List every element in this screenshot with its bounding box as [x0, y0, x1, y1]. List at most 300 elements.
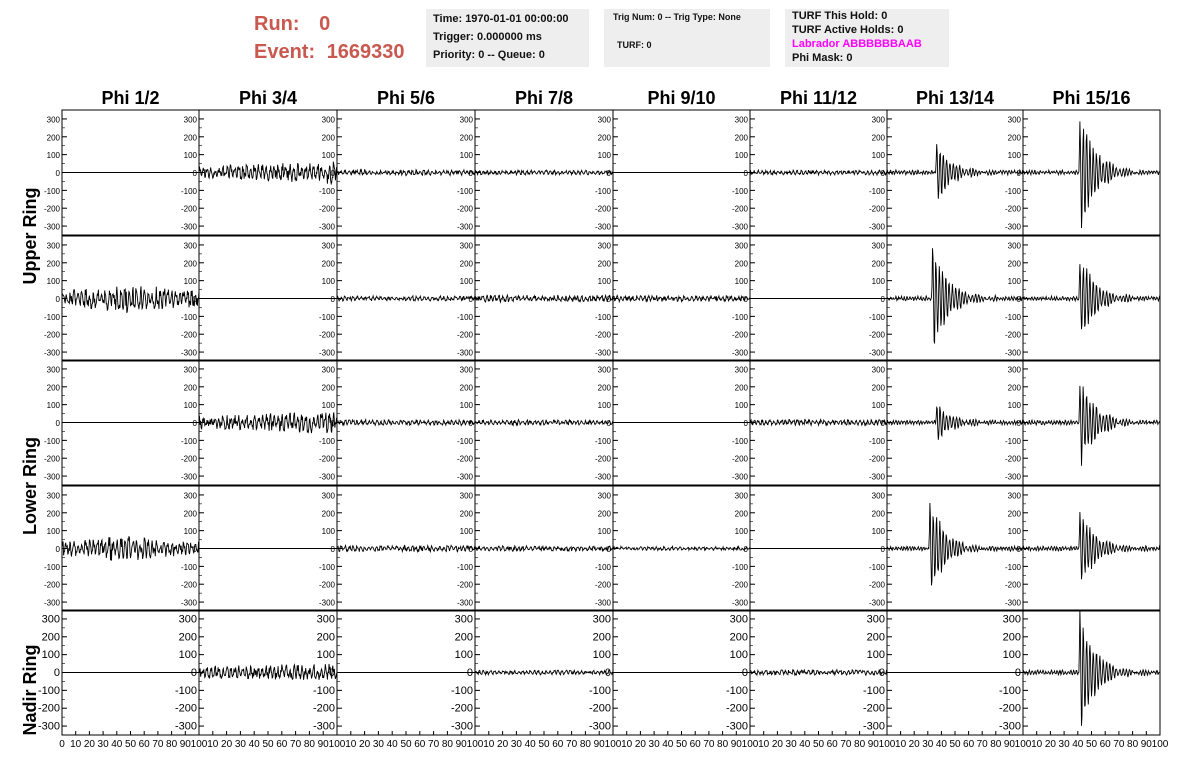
x-tick-label: 90 [317, 739, 329, 750]
y-tick-label: -200 [594, 204, 611, 214]
y-tick-label: 300 [46, 365, 60, 375]
waveform-panel [887, 110, 1023, 235]
y-tick-label: 200 [178, 631, 197, 644]
y-tick-label: 0 [604, 667, 611, 679]
y-tick-label: -300 [456, 472, 473, 482]
y-tick-label: 0 [606, 545, 611, 554]
x-tick-label: 100 [190, 739, 208, 750]
y-tick-label: -300 [43, 222, 60, 232]
y-tick-label: -100 [43, 186, 60, 196]
y-tick-label: 0 [880, 169, 885, 178]
waveform-panel [887, 486, 1023, 611]
waveform-line [887, 144, 1023, 199]
x-tick-label: 20 [221, 739, 233, 750]
y-tick-label: -200 [456, 330, 473, 340]
y-tick-label: 300 [734, 115, 748, 125]
y-tick-label: 0 [192, 545, 197, 554]
waveform-panel [199, 236, 337, 361]
y-tick-label: -300 [594, 222, 611, 232]
event-value: 1669330 [326, 41, 405, 63]
y-tick-label: 300 [1007, 491, 1021, 501]
y-tick-label: 0 [743, 169, 748, 178]
y-tick-label: 200 [592, 631, 611, 644]
y-tick-label: -200 [588, 702, 611, 715]
y-tick-label: 200 [459, 383, 473, 393]
y-tick-label: -100 [868, 436, 885, 446]
y-tick-label: 300 [46, 115, 60, 125]
y-tick-label: -300 [180, 472, 197, 482]
turf-active-holds-text: TURF Active Holds: 0 [792, 24, 904, 36]
x-tick-label: 80 [579, 739, 591, 750]
waveform-line [887, 248, 1023, 343]
y-tick-label: 300 [1002, 613, 1021, 626]
waveform-panel [750, 486, 887, 611]
waveform-line [62, 286, 199, 313]
y-tick-label: -200 [318, 580, 335, 590]
labrador-text: Labrador ABBBBBBAAB [792, 38, 922, 50]
y-tick-label: -100 [731, 436, 748, 446]
x-tick-label: 40 [111, 739, 123, 750]
y-tick-label: 0 [878, 667, 885, 679]
y-tick-label: -200 [1004, 204, 1021, 214]
y-tick-label: 300 [183, 115, 197, 125]
y-tick-label: 200 [321, 259, 335, 269]
x-tick-label: 10 [621, 739, 633, 750]
y-tick-label: 100 [871, 401, 885, 411]
y-tick-label: -100 [318, 436, 335, 446]
y-tick-label: 300 [597, 241, 611, 251]
y-tick-label: -100 [1004, 436, 1021, 446]
y-tick-label: 300 [459, 491, 473, 501]
y-tick-label: 100 [734, 277, 748, 287]
y-tick-label: -300 [862, 720, 885, 733]
waveform-panel [887, 610, 1023, 735]
x-tick-label: 20 [771, 739, 783, 750]
y-tick-label: 300 [454, 613, 473, 626]
y-tick-label: -100 [312, 684, 335, 697]
column-header: Phi 3/4 [238, 88, 298, 108]
waveform-line [199, 664, 337, 680]
y-tick-label: 100 [866, 649, 885, 662]
y-tick-label: 0 [55, 419, 60, 428]
waveform-panel [613, 110, 750, 235]
y-tick-label: 300 [459, 115, 473, 125]
y-tick-label: -100 [868, 562, 885, 572]
x-tick-label: 20 [908, 739, 920, 750]
y-tick-label: 200 [1002, 631, 1021, 644]
y-tick-label: 300 [316, 613, 335, 626]
y-tick-label: 200 [734, 133, 748, 143]
waveform-panel [62, 236, 199, 361]
y-tick-label: -200 [731, 330, 748, 340]
waveform-panel [62, 610, 199, 735]
y-tick-label: -300 [43, 472, 60, 482]
y-tick-label: -200 [43, 204, 60, 214]
x-tick-label: 100 [1014, 739, 1032, 750]
column-header: Phi 13/14 [915, 88, 995, 108]
waveform-line [337, 545, 475, 551]
y-tick-label: -100 [868, 186, 885, 196]
y-tick-label: -200 [37, 702, 60, 715]
priority-text: Priority: 0 -- Queue: 0 [433, 49, 545, 61]
y-tick-label: 100 [183, 151, 197, 161]
y-tick-label: -200 [998, 702, 1021, 715]
y-tick-label: 200 [46, 133, 60, 143]
y-tick-label: -100 [43, 562, 60, 572]
y-tick-label: -200 [868, 330, 885, 340]
waveform-line [750, 420, 887, 426]
waveform-panel [750, 236, 887, 361]
y-tick-label: 200 [316, 631, 335, 644]
y-tick-label: -200 [318, 204, 335, 214]
y-tick-label: -300 [456, 598, 473, 608]
x-tick-label: 30 [510, 739, 522, 750]
waveform-panel [1023, 610, 1160, 735]
waveform-panel [613, 360, 750, 485]
y-tick-label: 300 [459, 241, 473, 251]
x-tick-label: 100 [1151, 739, 1169, 750]
x-tick-label: 70 [703, 739, 715, 750]
y-tick-label: 300 [871, 365, 885, 375]
y-tick-label: 100 [1002, 649, 1021, 662]
row-label: Nadir Ring [20, 644, 40, 736]
x-tick-label: 40 [524, 739, 536, 750]
y-tick-label: 100 [46, 277, 60, 287]
y-tick-label: -100 [318, 186, 335, 196]
y-tick-label: -100 [1004, 186, 1021, 196]
y-tick-label: -100 [450, 684, 473, 697]
y-tick-label: 0 [880, 295, 885, 304]
y-tick-label: -100 [43, 436, 60, 446]
x-tick-label: 60 [414, 739, 426, 750]
x-tick-label: 70 [840, 739, 852, 750]
y-tick-label: -300 [318, 222, 335, 232]
y-tick-label: 300 [321, 241, 335, 251]
waveform-panel [613, 236, 750, 361]
y-tick-label: -100 [180, 312, 197, 322]
y-tick-label: -200 [594, 454, 611, 464]
waveform-line [475, 420, 613, 426]
y-tick-label: -200 [456, 580, 473, 590]
y-tick-label: 300 [871, 241, 885, 251]
y-tick-label: -300 [318, 598, 335, 608]
y-tick-label: 300 [178, 613, 197, 626]
y-tick-label: 300 [734, 365, 748, 375]
run-label: Run: [254, 13, 300, 35]
waveform-panel [199, 110, 337, 235]
y-tick-label: -100 [180, 186, 197, 196]
y-tick-label: -300 [998, 720, 1021, 733]
waveform-panel [475, 610, 613, 735]
x-tick-label: 80 [166, 739, 178, 750]
y-tick-label: -200 [594, 580, 611, 590]
y-tick-label: 300 [1007, 365, 1021, 375]
waveform-line [613, 547, 750, 551]
y-tick-label: -200 [318, 454, 335, 464]
y-tick-label: -100 [174, 684, 197, 697]
y-tick-label: 200 [459, 509, 473, 519]
y-tick-label: 300 [597, 115, 611, 125]
y-tick-label: 200 [1007, 133, 1021, 143]
y-tick-label: -300 [318, 472, 335, 482]
y-tick-label: -200 [43, 454, 60, 464]
y-tick-label: 200 [597, 133, 611, 143]
y-tick-label: -300 [43, 348, 60, 358]
x-tick-label: 40 [662, 739, 674, 750]
waveform-panel [613, 610, 750, 735]
y-tick-label: 0 [606, 295, 611, 304]
x-tick-label: 80 [717, 739, 729, 750]
x-tick-label: 10 [207, 739, 219, 750]
x-tick-label: 50 [400, 739, 412, 750]
x-tick-label: 50 [262, 739, 274, 750]
y-tick-label: 100 [597, 277, 611, 287]
waveform-panel [475, 486, 613, 611]
y-tick-label: 100 [1007, 151, 1021, 161]
phi-mask-text: Phi Mask: 0 [792, 52, 853, 64]
waveform-line [1023, 264, 1160, 329]
x-tick-label: 30 [648, 739, 660, 750]
y-tick-label: 0 [53, 667, 60, 679]
y-tick-label: 300 [183, 365, 197, 375]
y-tick-label: -200 [1004, 580, 1021, 590]
y-tick-label: 0 [1016, 545, 1021, 554]
x-tick-label: 10 [758, 739, 770, 750]
row-label: Upper Ring [20, 187, 40, 285]
y-tick-label: 200 [866, 631, 885, 644]
y-tick-label: -200 [180, 580, 197, 590]
y-tick-label: 200 [321, 383, 335, 393]
y-tick-label: 200 [597, 383, 611, 393]
waveform-panel [750, 610, 887, 735]
y-tick-label: -100 [731, 562, 748, 572]
y-tick-label: 0 [1016, 169, 1021, 178]
time-text: Time: 1970-01-01 00:00:00 [433, 13, 569, 25]
y-tick-label: 200 [46, 509, 60, 519]
y-tick-label: 100 [321, 277, 335, 287]
x-tick-label: 20 [83, 739, 95, 750]
y-tick-label: 300 [597, 491, 611, 501]
y-tick-label: -300 [594, 472, 611, 482]
y-tick-label: -200 [868, 580, 885, 590]
waveform-panel [62, 360, 199, 485]
x-tick-label: 10 [483, 739, 495, 750]
y-tick-label: -300 [180, 598, 197, 608]
y-tick-label: -100 [180, 562, 197, 572]
x-tick-label: 20 [634, 739, 646, 750]
y-tick-label: -300 [37, 720, 60, 733]
waveform-line [887, 503, 1023, 585]
y-tick-label: 0 [606, 169, 611, 178]
turf-text: TURF: 0 [617, 40, 652, 50]
waveform-panel [475, 236, 613, 361]
y-tick-label: 0 [468, 545, 473, 554]
y-tick-label: -300 [594, 598, 611, 608]
y-tick-label: -300 [731, 348, 748, 358]
y-tick-label: -200 [868, 204, 885, 214]
x-tick-label: 100 [604, 739, 622, 750]
y-tick-label: 200 [183, 259, 197, 269]
x-tick-label: 60 [826, 739, 838, 750]
x-tick-label: 70 [428, 739, 440, 750]
column-header: Phi 5/6 [376, 88, 436, 108]
y-tick-label: 200 [729, 631, 748, 644]
y-tick-label: -300 [1004, 348, 1021, 358]
y-tick-label: 100 [46, 401, 60, 411]
y-tick-label: -300 [868, 472, 885, 482]
y-tick-label: -200 [731, 580, 748, 590]
y-tick-label: 300 [729, 613, 748, 626]
y-tick-label: 200 [41, 631, 60, 644]
y-tick-label: -200 [456, 204, 473, 214]
x-tick-label: 0 [59, 739, 65, 750]
x-tick-label: 30 [234, 739, 246, 750]
y-tick-label: 0 [743, 545, 748, 554]
x-tick-label: 70 [290, 739, 302, 750]
y-tick-label: 100 [459, 527, 473, 537]
y-tick-label: -100 [731, 186, 748, 196]
y-tick-label: -100 [37, 684, 60, 697]
y-tick-label: 0 [192, 295, 197, 304]
x-tick-label: 50 [675, 739, 688, 750]
y-tick-label: -300 [868, 348, 885, 358]
y-tick-label: 100 [729, 649, 748, 662]
x-tick-label: 60 [552, 739, 564, 750]
waveform-panel [199, 360, 337, 485]
x-tick-label: 90 [1003, 739, 1015, 750]
y-tick-label: 0 [606, 419, 611, 428]
y-tick-label: -200 [180, 204, 197, 214]
y-tick-label: 300 [41, 613, 60, 626]
x-tick-label: 70 [566, 739, 578, 750]
turf-this-hold-text: TURF This Hold: 0 [792, 10, 888, 22]
y-tick-label: 0 [743, 295, 748, 304]
y-tick-label: 200 [321, 509, 335, 519]
y-tick-label: -200 [731, 454, 748, 464]
y-tick-label: 300 [1007, 115, 1021, 125]
y-tick-label: -200 [594, 330, 611, 340]
y-tick-label: 100 [316, 649, 335, 662]
waveform-panel [337, 610, 475, 735]
y-tick-label: -100 [862, 684, 885, 697]
y-tick-label: -300 [180, 348, 197, 358]
y-tick-label: 200 [597, 509, 611, 519]
waveform-line [1023, 121, 1160, 228]
y-tick-label: -300 [731, 222, 748, 232]
y-tick-label: 100 [1007, 277, 1021, 287]
x-tick-label: 40 [386, 739, 398, 750]
y-tick-label: 300 [866, 613, 885, 626]
y-tick-label: 200 [183, 133, 197, 143]
y-tick-label: 100 [321, 527, 335, 537]
y-tick-label: 200 [1007, 509, 1021, 519]
x-tick-label: 90 [455, 739, 467, 750]
x-tick-label: 10 [70, 739, 82, 750]
x-tick-label: 90 [179, 739, 191, 750]
waveform-panel [1023, 486, 1160, 611]
x-tick-label: 40 [1072, 739, 1084, 750]
y-tick-label: 100 [183, 277, 197, 287]
y-tick-label: -200 [862, 702, 885, 715]
x-tick-label: 30 [785, 739, 797, 750]
y-tick-label: 0 [468, 419, 473, 428]
waveform-panel [613, 486, 750, 611]
y-tick-label: 0 [330, 419, 335, 428]
x-tick-label: 60 [963, 739, 975, 750]
y-tick-label: 100 [321, 401, 335, 411]
y-tick-label: -100 [731, 312, 748, 322]
y-tick-label: -100 [456, 436, 473, 446]
y-tick-label: -300 [1004, 222, 1021, 232]
y-tick-label: -300 [174, 720, 197, 733]
y-tick-label: 100 [734, 527, 748, 537]
y-tick-label: 100 [734, 401, 748, 411]
waveform-line [337, 170, 475, 176]
waveform-panel [1023, 110, 1160, 235]
waveform-panel [337, 110, 475, 235]
y-tick-label: 100 [41, 649, 60, 662]
y-tick-label: 200 [46, 259, 60, 269]
y-tick-label: 300 [734, 491, 748, 501]
x-tick-label: 90 [730, 739, 742, 750]
column-header: Phi 9/10 [647, 88, 716, 108]
y-tick-label: 300 [871, 115, 885, 125]
x-tick-label: 30 [1058, 739, 1070, 750]
y-tick-label: 200 [183, 383, 197, 393]
y-tick-label: -300 [731, 598, 748, 608]
waveform-line [475, 670, 613, 675]
y-tick-label: 100 [871, 151, 885, 161]
trigger-text: Trigger: 0.000000 ms [433, 31, 542, 43]
y-tick-label: 200 [1007, 383, 1021, 393]
y-tick-label: -200 [180, 330, 197, 340]
y-tick-label: -200 [318, 330, 335, 340]
x-tick-label: 10 [1031, 739, 1043, 750]
event-label: Event: [254, 41, 316, 63]
y-tick-label: -100 [456, 312, 473, 322]
y-tick-label: 100 [1007, 401, 1021, 411]
waveform-panel [199, 486, 337, 611]
waveform-line [1023, 610, 1160, 726]
y-tick-label: -100 [725, 684, 748, 697]
x-tick-label: 50 [124, 739, 137, 750]
y-tick-label: -200 [1004, 330, 1021, 340]
y-tick-label: -300 [594, 348, 611, 358]
y-tick-label: 100 [459, 401, 473, 411]
y-tick-label: 0 [741, 667, 748, 679]
y-tick-label: -200 [43, 330, 60, 340]
y-tick-label: 200 [454, 631, 473, 644]
y-tick-label: -100 [456, 562, 473, 572]
y-tick-label: -100 [868, 312, 885, 322]
waveform-line [1023, 512, 1160, 579]
x-tick-label: 10 [345, 739, 357, 750]
y-tick-label: -300 [456, 222, 473, 232]
x-tick-label: 90 [867, 739, 879, 750]
y-tick-label: 0 [880, 419, 885, 428]
y-tick-label: 300 [734, 241, 748, 251]
y-tick-label: -300 [180, 222, 197, 232]
column-header: Phi 7/8 [514, 88, 574, 108]
y-tick-label: 200 [734, 383, 748, 393]
waveform-line [199, 162, 337, 184]
y-tick-label: 100 [459, 277, 473, 287]
waveform-panel [475, 110, 613, 235]
y-tick-label: 100 [592, 649, 611, 662]
x-tick-label: 100 [328, 739, 346, 750]
waveform-line [475, 546, 613, 552]
x-tick-label: 70 [1113, 739, 1125, 750]
